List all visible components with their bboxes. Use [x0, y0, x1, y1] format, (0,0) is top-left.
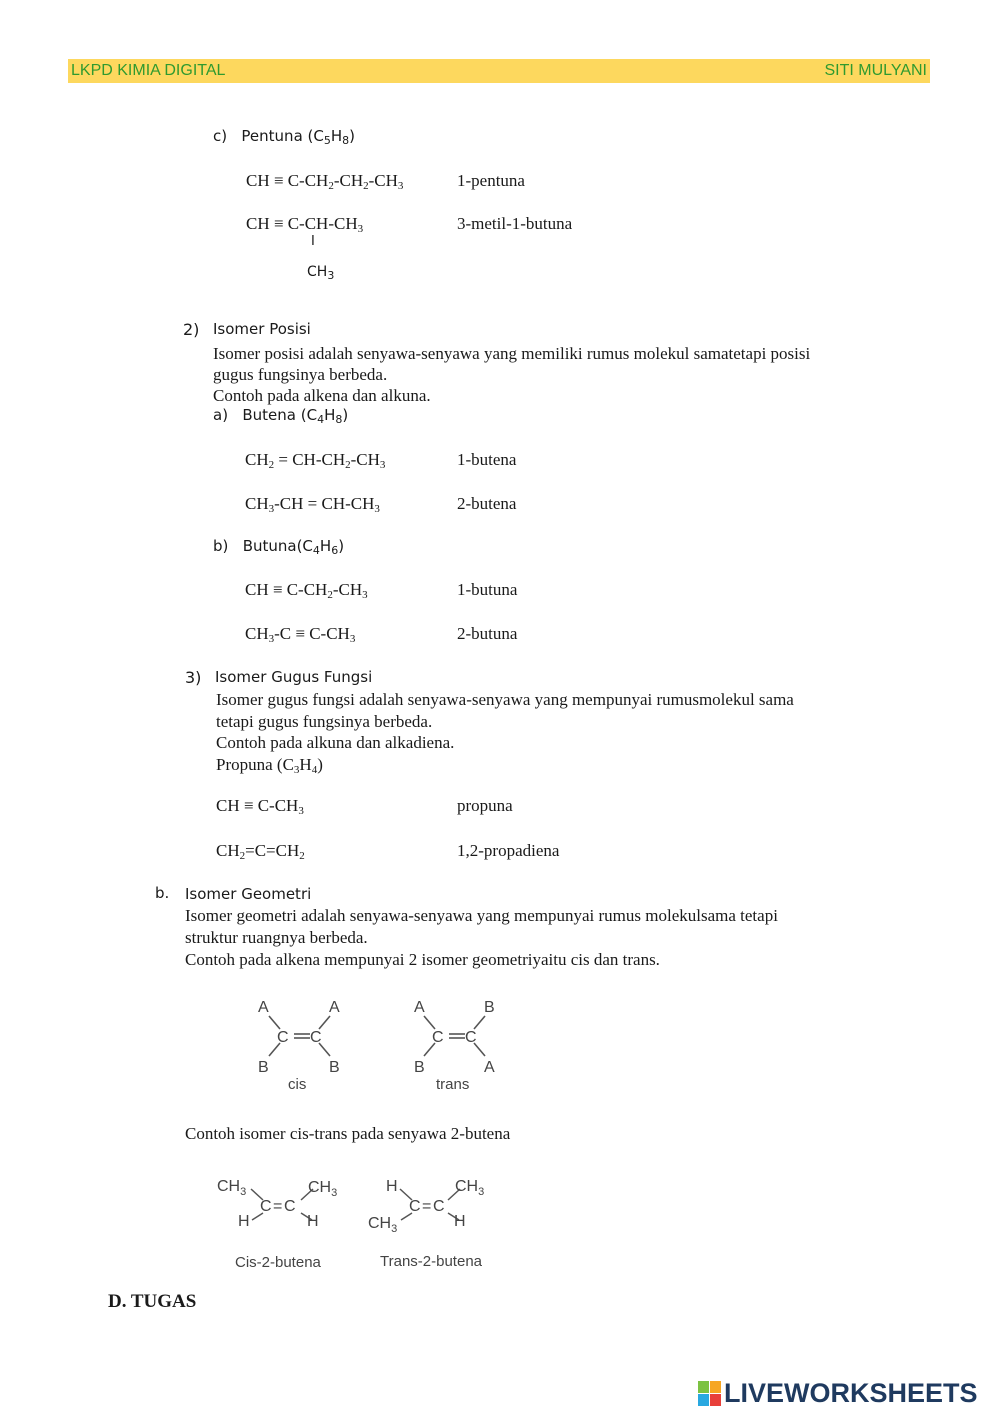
cis-2-butena-caption: Cis-2-butena [235, 1254, 321, 1271]
liveworksheets-wordmark: LIVEWORKSHEETS [724, 1378, 978, 1408]
cis2-double-bond: = [273, 1198, 283, 1215]
cis2-carbon-2: C [284, 1198, 296, 1215]
isomer-posisi-number: 2) [183, 320, 200, 339]
isomer-posisi-title: Isomer Posisi [213, 320, 311, 338]
liveworksheets-logo [698, 1378, 994, 1408]
isomer-gugus-title: Isomer Gugus Fungsi [215, 668, 373, 686]
cis-trans-diagram [240, 990, 530, 1096]
isomer-gugus-desc-3: Contoh pada alkuna dan alkadiena. [216, 733, 455, 752]
trans-carbon-1: C [432, 1029, 444, 1046]
cis2-carbon-1: C [260, 1198, 272, 1215]
cis2-hydrogen-right: H [307, 1213, 319, 1230]
butuna-formula-2: $CH_3-C \equiv C-CH_3$ [245, 624, 356, 645]
butena-name-2: 2-butena [457, 494, 517, 513]
isomer-geometri-desc-3: Contoh pada alkena mempunyai 2 isomer geometriyaitu cis dan trans. [185, 950, 660, 969]
butuna-name-1: 1-butuna [457, 580, 518, 599]
trans-atom-bl: B [414, 1059, 425, 1076]
cis-atom-tl: A [258, 999, 269, 1016]
trans2-carbon-2: C [433, 1198, 445, 1215]
isomer-geometri-title: Isomer Geometri [185, 885, 312, 903]
cis-caption: cis [288, 1076, 307, 1093]
butena-cis-trans-diagram [205, 1165, 505, 1277]
butuna-name-2: 2-butuna [457, 624, 518, 643]
isomer-geometri-desc-2: struktur ruangnya berbeda. [185, 928, 368, 947]
header-right-text: SITI MULYANI [824, 62, 927, 79]
trans2-methyl-right: $CH_3$ [455, 1178, 485, 1198]
pentuna-formula-1: CH ≡ $C-CH_2-CH_2-CH_3$ [246, 171, 404, 192]
butuna-formula-1: CH ≡ $C-CH_2-CH_3$ [245, 580, 368, 601]
isomer-posisi-desc-1: Isomer posisi adalah senyawa-senyawa yang memiliki rumus molekul samatetapi posisi [213, 344, 811, 363]
trans2-methyl-left: $CH_3$ [368, 1215, 398, 1235]
pentuna-name-2: 3-metil-1-butuna [457, 214, 573, 233]
propadiena-formula: $CH_2=C=CH_2$ [216, 841, 305, 862]
butena-label: a) Butena $(C_4H_8)$ [213, 406, 349, 426]
trans-2-butena-caption: Trans-2-butena [380, 1253, 482, 1270]
cis-atom-br: B [329, 1059, 340, 1076]
trans2-carbon-1: C [409, 1198, 421, 1215]
liveworksheets-icon [698, 1381, 722, 1407]
trans-atom-br: A [484, 1059, 495, 1076]
page-header [68, 59, 930, 83]
cis-atom-tr: A [329, 999, 340, 1016]
cis-trans-example-text: Contoh isomer cis-trans pada senyawa 2-butena [185, 1124, 511, 1143]
isomer-posisi-desc-2: gugus fungsinya berbeda. [213, 365, 388, 384]
isomer-gugus-desc-1: Isomer gugus fungsi adalah senyawa-senyawa yang mempunyai rumusmolekul sama [216, 690, 794, 709]
trans2-hydrogen-left: H [386, 1178, 398, 1195]
pentuna-name-1: 1-pentuna [457, 171, 525, 190]
isomer-geometri-marker: b. [155, 884, 170, 902]
cis2-methyl-right: $CH_3$ [308, 1179, 338, 1199]
cis2-hydrogen-left: H [238, 1213, 250, 1230]
cis-carbon-2: C [310, 1029, 322, 1046]
butuna-label: b) $Butuna(C_4H_6)$ [213, 537, 345, 557]
propuna-label: Propuna $(C_3H_4)$ [216, 755, 323, 776]
trans-caption: trans [436, 1076, 470, 1093]
trans2-double-bond: = [422, 1198, 432, 1215]
cis-carbon-1: C [277, 1029, 289, 1046]
isomer-gugus-number: 3) [185, 668, 202, 687]
trans-carbon-2: C [465, 1029, 477, 1046]
isomer-geometri-desc-1: Isomer geometri adalah senyawa-senyawa yang mempunyai rumus molekulsama tetapi [185, 906, 778, 925]
propuna-formula: CH ≡ $C-CH_3$ [216, 796, 304, 817]
isomer-posisi-desc-3: Contoh pada alkena dan alkuna. [213, 386, 431, 405]
trans-atom-tr: B [484, 999, 495, 1016]
header-left-text: LKPD KIMIA DIGITAL [71, 62, 226, 79]
trans2-hydrogen-right: H [454, 1213, 466, 1230]
butena-name-1: 1-butena [457, 450, 517, 469]
cis2-methyl-left: $CH_3$ [217, 1178, 247, 1198]
propadiena-name: 1,2-propadiena [457, 841, 560, 860]
branch-methyl: $CH_3$ [307, 264, 335, 282]
butena-formula-1: $CH_2 = CH-CH_2-CH_3$ [245, 450, 386, 471]
butena-formula-2: $CH_3-CH = CH-CH_3$ [245, 494, 380, 515]
pentuna-label: c) Pentuna $(C_5H_8)$ [213, 127, 355, 147]
branch-bond: I [311, 234, 315, 249]
cis-atom-bl: B [258, 1059, 269, 1076]
pentuna-formula-2: CH ≡ $C-CH-CH_3$ [246, 214, 364, 235]
section-d-title: D. TUGAS [108, 1291, 197, 1312]
propuna-name: propuna [457, 796, 513, 815]
trans-atom-tl: A [414, 999, 425, 1016]
isomer-gugus-desc-2: tetapi gugus fungsinya berbeda. [216, 712, 433, 731]
